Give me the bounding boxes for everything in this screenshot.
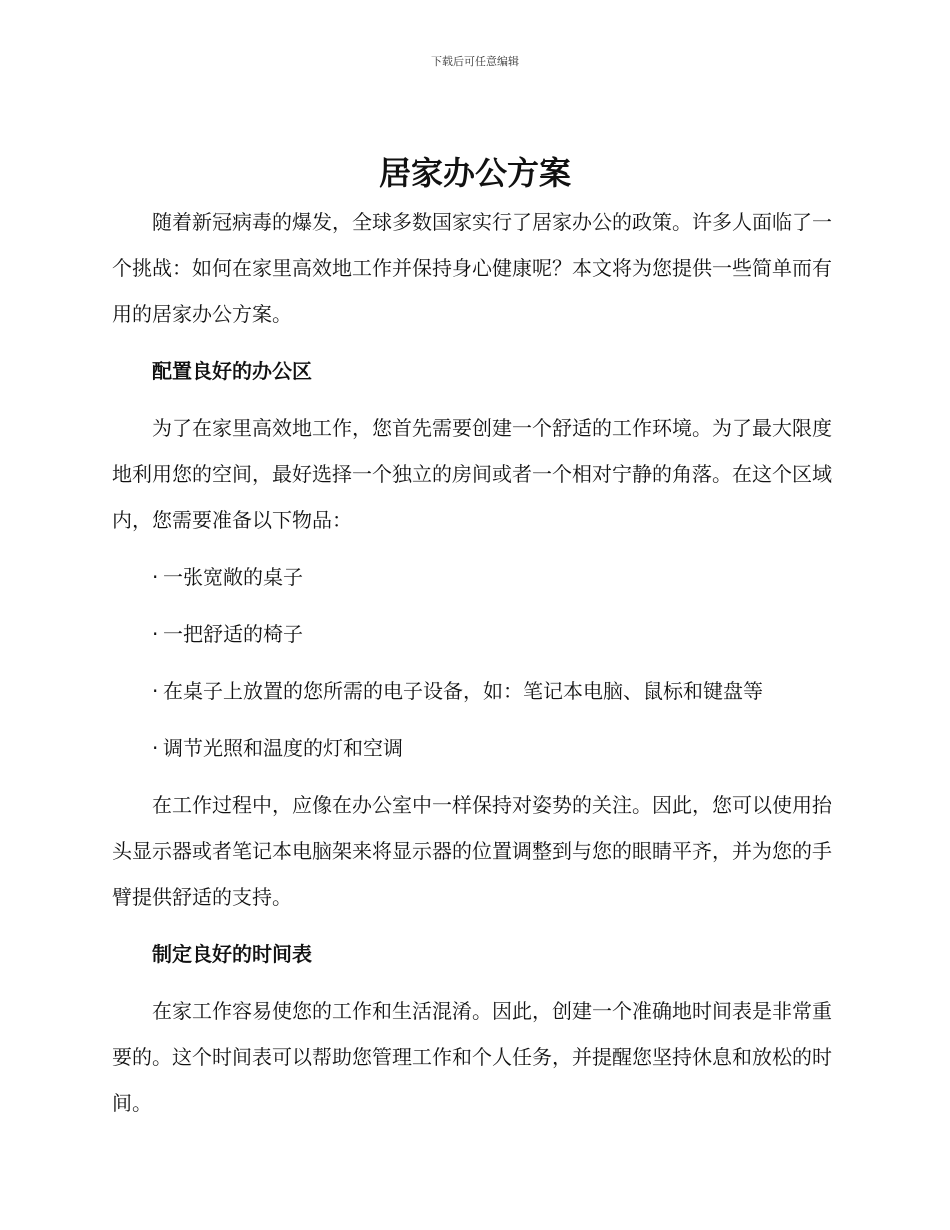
bullet-mark: · [152, 565, 159, 589]
list-item-text: 一把舒适的椅子 [163, 622, 303, 646]
list-item [112, 554, 832, 600]
schedule-paragraph: 在家工作容易使您的工作和生活混淆。因此，创建一个准确地时间表是非常重要的。这个时间表可以帮助您管理工作和个人任务，并提醒您坚持休息和放松的时间。 [112, 999, 832, 1115]
posture-paragraph: 在工作过程中，应像在办公室中一样保持对姿势的关注。因此，您可以使用抬头显示器或者笔记本电脑架来将显示器的位置调整到与您的眼睛平齐，并为您的手臂提供舒适的支持。 [112, 793, 832, 909]
list-item [112, 725, 832, 771]
document-body [112, 199, 832, 1126]
bullet-mark: · [152, 736, 159, 760]
page-header: 下载后可任意编辑 [431, 55, 519, 68]
intro-paragraph: 随着新冠病毒的爆发，全球多数国家实行了居家办公的政策。许多人面临了一个挑战：如何在家里高效地工作并保持身心健康呢？本文将为您提供一些简单而有用的居家办公方案。 [112, 210, 832, 326]
list-item-text: 调节光照和温度的灯和空调 [163, 736, 403, 760]
list-item [112, 668, 832, 714]
list-item [112, 611, 832, 657]
list-item-text: 在桌子上放置的您所需的电子设备，如：笔记本电脑、鼠标和键盘等 [163, 679, 763, 703]
section-heading-schedule: 制定良好的时间表 [152, 942, 312, 966]
bullet-mark: · [152, 679, 159, 703]
section-heading-workspace: 配置良好的办公区 [152, 359, 312, 383]
document-title: 居家办公方案 [378, 154, 571, 192]
bullet-mark: · [152, 622, 159, 646]
list-item-text: 一张宽敞的桌子 [163, 565, 303, 589]
workspace-paragraph: 为了在家里高效地工作，您首先需要创建一个舒适的工作环境。为了最大限度地利用您的空间，最好选择一个独立的房间或者一个相对宁静的角落。在这个区域内，您需要准备以下物品： [112, 416, 832, 532]
